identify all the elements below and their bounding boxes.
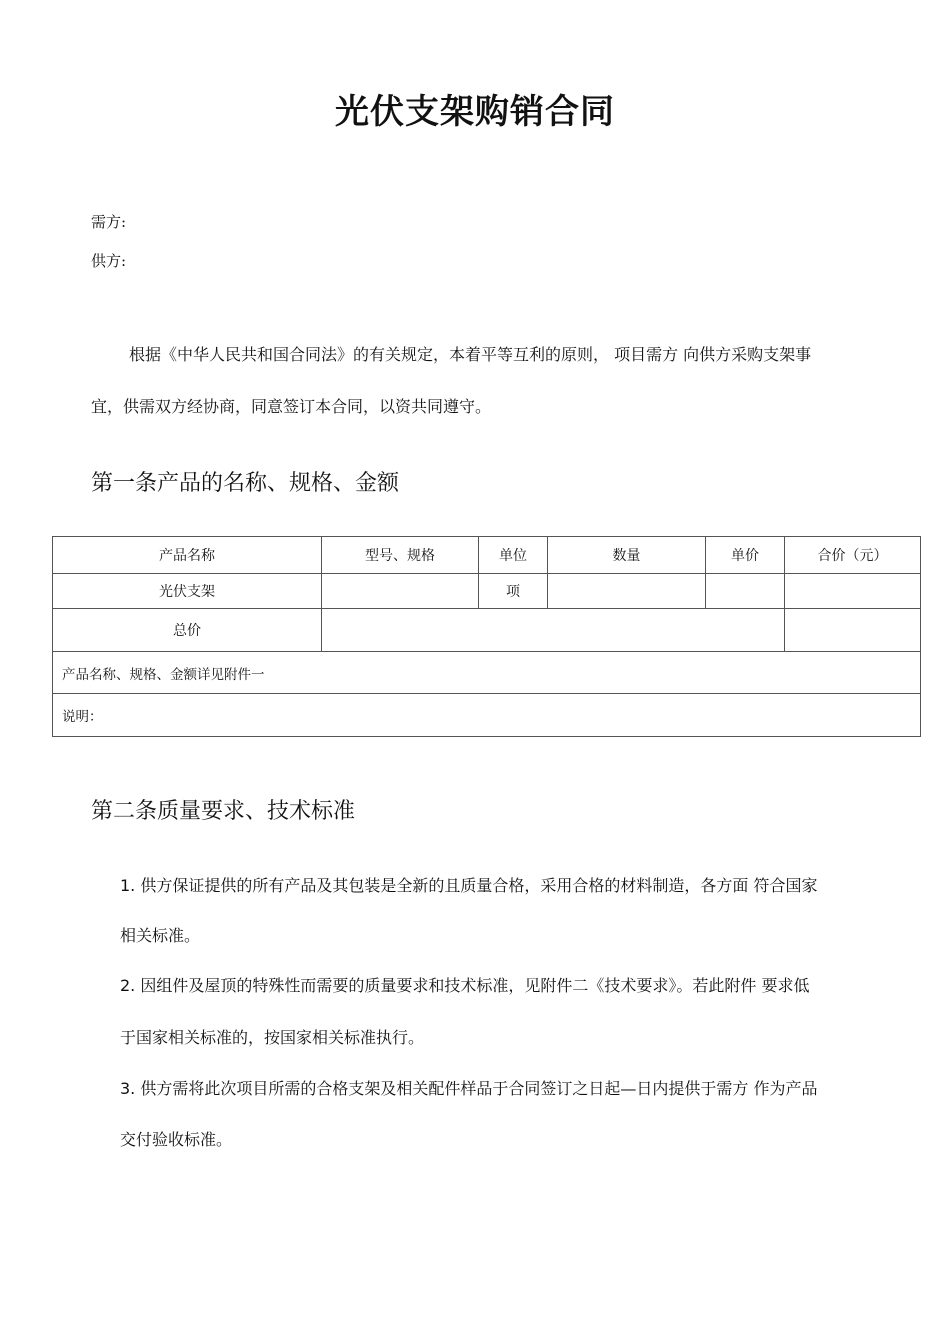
total-value [322,609,785,652]
header-subtotal: 合价（元） [785,537,921,574]
cell-unit-price [706,574,785,609]
cell-subtotal [785,574,921,609]
clause-3-line-1 [120,1076,817,1099]
table-row [53,574,921,609]
clause-3-number: 3. [120,1079,136,1098]
product-table [52,536,921,737]
remark-row [53,694,921,737]
cell-model-spec [322,574,479,609]
section-2-heading: 第二条质量要求、技术标准 [91,799,356,824]
clause-1-number: 1. [120,876,136,895]
clause-1-text: 供方保证提供的所有产品及其包装是全新的且质量合格，采用合格的材料制造，各方面 符合国家 [140,876,818,895]
header-unit-price: 单价 [706,537,785,574]
table-header-row [53,537,921,574]
header-quantity: 数量 [548,537,706,574]
clause-1-line-1 [120,873,817,896]
clause-1-line-2: 相关标准。 [120,926,201,945]
cell-product-name: 光伏支架 [53,574,322,609]
header-unit: 单位 [479,537,548,574]
clause-2-text: 因组件及屋顶的特殊性而需要的质量要求和技术标准，见附件二《技术要求》。若此附件 要求低 [140,976,810,995]
header-model-spec: 型号、规格 [322,537,479,574]
total-amount [785,609,921,652]
note-row [53,652,921,694]
cell-quantity [548,574,706,609]
total-row [53,609,921,652]
clause-2-number: 2. [120,976,136,995]
supplier-label: 供方: [91,252,127,270]
table-note-details: 产品名称、规格、金额详见附件一 [53,652,921,694]
total-label: 总价 [53,609,322,652]
clause-2-line-2: 于国家相关标准的，按国家相关标准执行。 [120,1028,425,1047]
clause-3-text: 供方需将此次项目所需的合格支架及相关配件样品于合同签订之日起—日内提供于需方 作为产品 [140,1079,818,1098]
intro-line-1: 根据《中华人民共和国合同法》的有关规定，本着平等互利的原则， 项目需方 向供方采购支架事 [129,345,812,364]
cell-unit: 项 [479,574,548,609]
header-product-name: 产品名称 [53,537,322,574]
clause-3-line-2: 交付验收标准。 [120,1130,233,1149]
section-1-heading: 第一条产品的名称、规格、金额 [91,471,400,496]
table-note-remarks: 说明： [53,694,921,737]
buyer-label: 需方: [91,213,127,231]
clause-2-line-1 [120,973,809,996]
intro-line-2: 宜，供需双方经协商，同意签订本合同，以资共同遵守。 [91,397,492,416]
contract-title: 光伏支架购销合同 [335,92,615,132]
